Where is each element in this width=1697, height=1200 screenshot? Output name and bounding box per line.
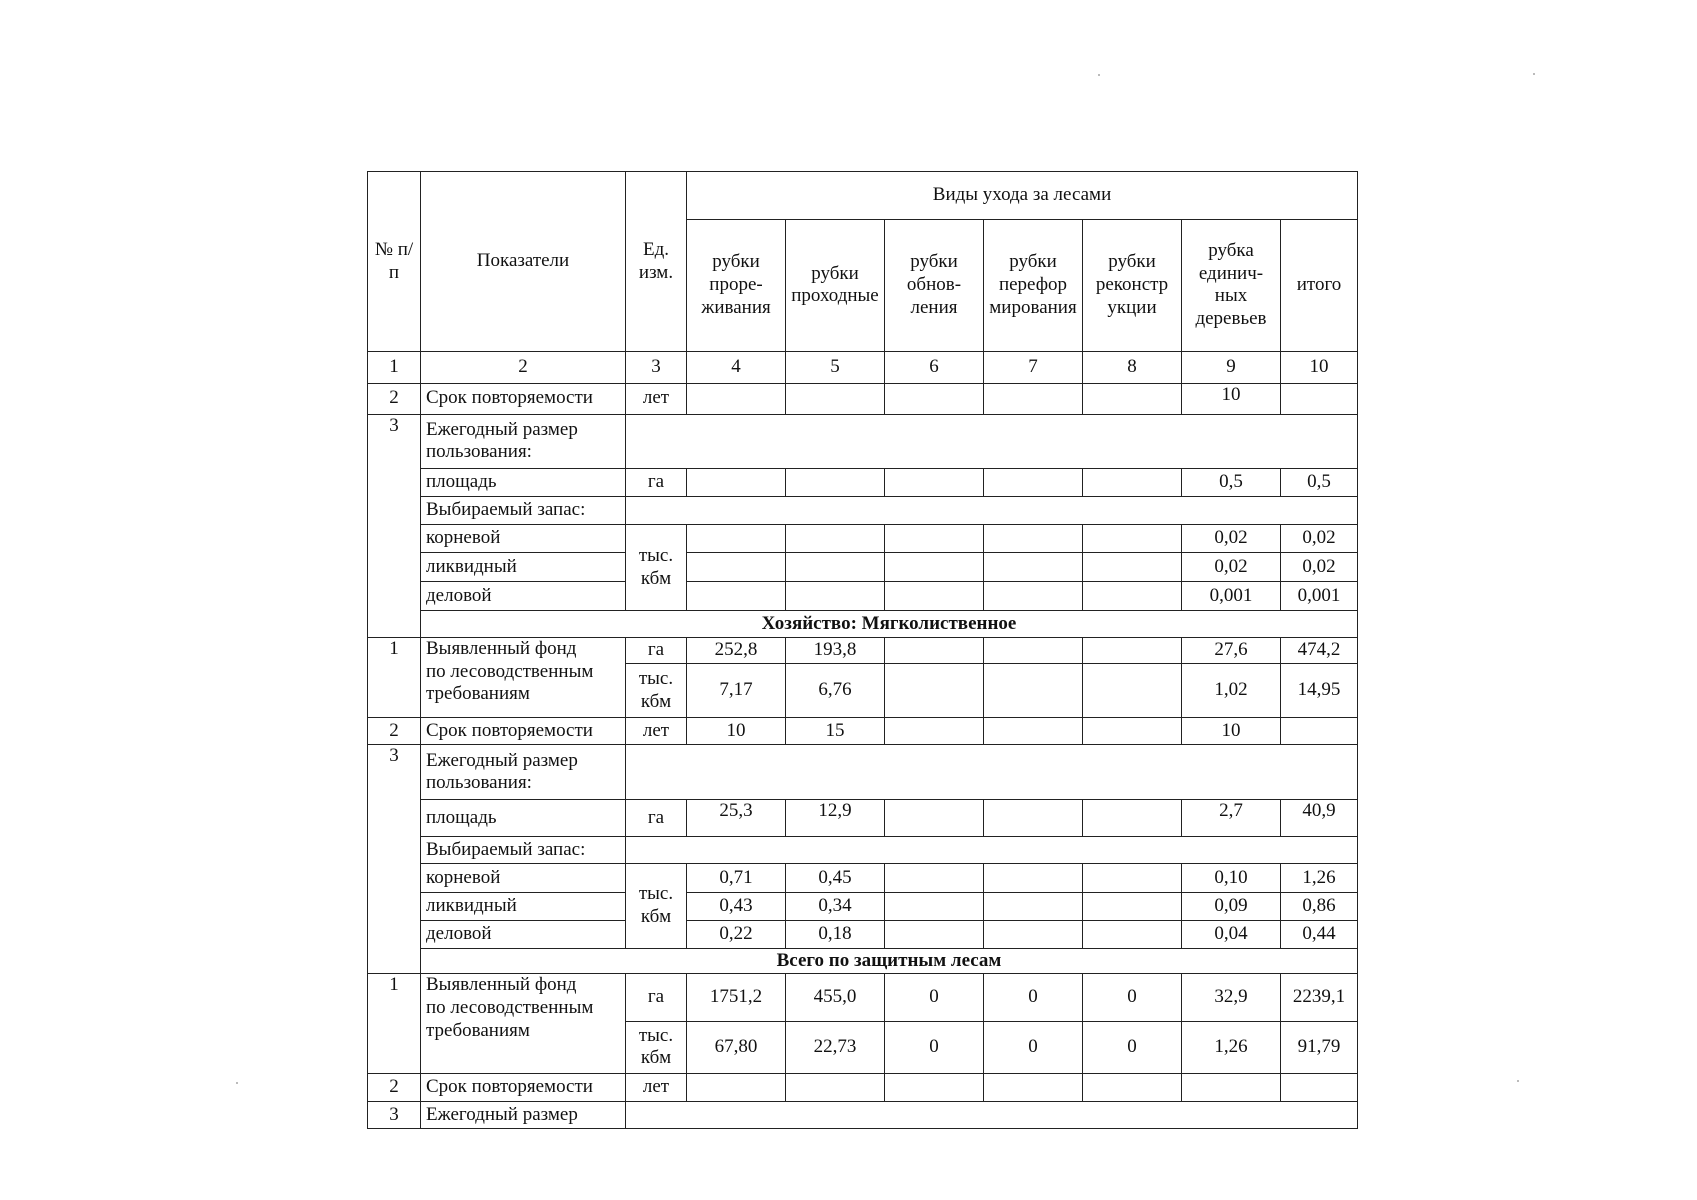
table-row (368, 383, 1358, 415)
value-cell (885, 718, 984, 745)
value-cell (984, 637, 1083, 663)
section-header-row (368, 948, 1358, 973)
header-indicator: Показатели (421, 172, 626, 352)
header-col-8: рубки реконстр укции (1083, 219, 1182, 351)
indicator-label: корневой (421, 524, 626, 552)
table-row (368, 581, 1358, 610)
table-row (368, 864, 1358, 892)
indicator-label: Срок повторяемости (421, 383, 626, 415)
header-num: № п/п (368, 172, 421, 352)
value-cell: 474,2 (1281, 637, 1358, 663)
row-number: 2 (368, 1073, 421, 1101)
table-row (368, 718, 1358, 745)
value-cell (1083, 921, 1182, 948)
col-number: 1 (368, 352, 421, 384)
empty-span-cell (626, 497, 1358, 524)
value-cell: 252,8 (687, 637, 786, 663)
value-cell (984, 718, 1083, 745)
value-cell: 0,43 (687, 892, 786, 920)
value-cell (885, 892, 984, 920)
empty-span-cell (626, 415, 1358, 469)
col-number: 3 (626, 352, 687, 384)
value-cell (984, 383, 1083, 415)
value-cell (687, 524, 786, 552)
table-row (368, 974, 1358, 1022)
table-row (368, 1073, 1358, 1101)
table-row (368, 800, 1358, 837)
value-cell (1182, 1073, 1281, 1101)
value-cell (687, 1073, 786, 1101)
header-unit: Ед. изм. (626, 172, 687, 352)
value-cell (786, 524, 885, 552)
table-row (368, 415, 1358, 469)
header-col-5: рубки проходные (786, 219, 885, 351)
table-row (368, 892, 1358, 920)
scan-speck (1533, 73, 1535, 75)
row-number: 1 (368, 637, 421, 717)
row-number: 3 (368, 415, 421, 638)
value-cell (1083, 664, 1182, 718)
col-number: 10 (1281, 352, 1358, 384)
value-cell: 0,18 (786, 921, 885, 948)
value-cell (984, 524, 1083, 552)
table-row (368, 745, 1358, 800)
value-cell (885, 800, 984, 837)
value-cell: 7,17 (687, 664, 786, 718)
value-cell: 0,001 (1281, 581, 1358, 610)
value-cell: 12,9 (786, 800, 885, 837)
indicator-label: Выявленный фонд по лесоводственным требованиям (421, 637, 626, 717)
value-cell (1281, 383, 1358, 415)
value-cell (885, 864, 984, 892)
value-cell: 0,45 (786, 864, 885, 892)
value-cell: 1,02 (1182, 664, 1281, 718)
col-number: 9 (1182, 352, 1281, 384)
value-cell: 2,7 (1182, 800, 1281, 837)
value-cell (786, 553, 885, 581)
unit-cell: га (626, 468, 687, 496)
value-cell (786, 383, 885, 415)
col-number: 4 (687, 352, 786, 384)
value-cell: 14,95 (1281, 664, 1358, 718)
row-number: 2 (368, 383, 421, 415)
unit-cell: га (626, 637, 687, 663)
col-number: 7 (984, 352, 1083, 384)
value-cell: 10 (1182, 718, 1281, 745)
unit-cell: га (626, 974, 687, 1022)
value-cell (885, 581, 984, 610)
value-cell: 91,79 (1281, 1022, 1358, 1074)
table-row (368, 553, 1358, 581)
header-row-1 (368, 172, 1358, 220)
indicator-label: ликвидный (421, 553, 626, 581)
value-cell: 0,02 (1182, 524, 1281, 552)
value-cell: 6,76 (786, 664, 885, 718)
value-cell: 22,73 (786, 1022, 885, 1074)
table-row (368, 1102, 1358, 1129)
value-cell (1083, 892, 1182, 920)
indicator-label: ликвидный (421, 892, 626, 920)
unit-cell: га (626, 800, 687, 837)
value-cell (1083, 800, 1182, 837)
table-row (368, 637, 1358, 663)
scan-speck (236, 1082, 238, 1084)
value-cell (984, 800, 1083, 837)
value-cell: 0 (1083, 1022, 1182, 1074)
table-row (368, 921, 1358, 948)
header-col-10: итого (1281, 219, 1358, 351)
indicator-label: площадь (421, 468, 626, 496)
empty-span-cell (626, 837, 1358, 864)
value-cell: 0,09 (1182, 892, 1281, 920)
value-cell (1281, 1073, 1358, 1101)
row-number: 3 (368, 745, 421, 974)
unit-cell: тыс. кбм (626, 524, 687, 610)
value-cell: 0,34 (786, 892, 885, 920)
value-cell (1083, 637, 1182, 663)
value-cell: 455,0 (786, 974, 885, 1022)
indicator-label: Ежегодный размер пользования: (421, 745, 626, 800)
unit-cell: тыс. кбм (626, 1022, 687, 1074)
header-col-9: рубка единич-ных деревьев (1182, 219, 1281, 351)
value-cell (687, 553, 786, 581)
value-cell (885, 921, 984, 948)
value-cell: 1751,2 (687, 974, 786, 1022)
value-cell (885, 468, 984, 496)
scan-speck (1517, 1080, 1519, 1082)
value-cell: 0,02 (1281, 524, 1358, 552)
value-cell: 27,6 (1182, 637, 1281, 663)
value-cell (687, 468, 786, 496)
value-cell: 193,8 (786, 637, 885, 663)
value-cell (984, 581, 1083, 610)
value-cell (984, 664, 1083, 718)
value-cell: 32,9 (1182, 974, 1281, 1022)
unit-cell: лет (626, 718, 687, 745)
row-number: 2 (368, 718, 421, 745)
table-row (368, 524, 1358, 552)
table-row (368, 837, 1358, 864)
value-cell: 0 (885, 1022, 984, 1074)
value-cell: 15 (786, 718, 885, 745)
value-cell (1083, 468, 1182, 496)
unit-cell: тыс. кбм (626, 664, 687, 718)
indicator-label: Выбираемый запас: (421, 837, 626, 864)
value-cell: 67,80 (687, 1022, 786, 1074)
value-cell: 0 (984, 1022, 1083, 1074)
indicator-label: Срок повторяемости (421, 718, 626, 745)
value-cell: 0,22 (687, 921, 786, 948)
empty-span-cell (626, 745, 1358, 800)
value-cell (687, 383, 786, 415)
unit-cell: тыс. кбм (626, 864, 687, 948)
value-cell (786, 468, 885, 496)
indicator-label: Выявленный фонд по лесоводственным требованиям (421, 974, 626, 1074)
value-cell (984, 921, 1083, 948)
value-cell (984, 864, 1083, 892)
value-cell (1281, 718, 1358, 745)
value-cell: 0,001 (1182, 581, 1281, 610)
value-cell (1083, 524, 1182, 552)
section-title: Хозяйство: Мягколиственное (421, 611, 1358, 637)
col-number: 8 (1083, 352, 1182, 384)
value-cell: 0,10 (1182, 864, 1281, 892)
column-number-row (368, 352, 1358, 384)
section-title: Всего по защитным лесам (421, 948, 1358, 973)
value-cell: 0,44 (1281, 921, 1358, 948)
unit-cell: лет (626, 1073, 687, 1101)
indicator-label: корневой (421, 864, 626, 892)
indicator-label: площадь (421, 800, 626, 837)
value-cell (786, 1073, 885, 1101)
row-number: 1 (368, 974, 421, 1074)
value-cell: 40,9 (1281, 800, 1358, 837)
value-cell (687, 581, 786, 610)
value-cell: 1,26 (1182, 1022, 1281, 1074)
indicator-label: Ежегодный размер пользования: (421, 415, 626, 469)
value-cell (885, 1073, 984, 1101)
col-number: 6 (885, 352, 984, 384)
value-cell (885, 553, 984, 581)
indicator-label: деловой (421, 921, 626, 948)
scan-speck (1098, 74, 1100, 76)
value-cell: 1,26 (1281, 864, 1358, 892)
value-cell: 0 (885, 974, 984, 1022)
value-cell: 0 (1083, 974, 1182, 1022)
value-cell (984, 553, 1083, 581)
value-cell: 0,71 (687, 864, 786, 892)
indicator-label: Выбираемый запас: (421, 497, 626, 524)
header-care-types: Виды ухода за лесами (687, 172, 1358, 220)
value-cell: 10 (1182, 383, 1281, 415)
col-number: 5 (786, 352, 885, 384)
row-number: 3 (368, 1102, 421, 1129)
forest-care-table (367, 171, 1358, 1129)
value-cell (885, 664, 984, 718)
indicator-label: Срок повторяемости (421, 1073, 626, 1101)
value-cell: 10 (687, 718, 786, 745)
value-cell (885, 383, 984, 415)
value-cell: 0,86 (1281, 892, 1358, 920)
value-cell: 0,02 (1182, 553, 1281, 581)
value-cell (1083, 718, 1182, 745)
value-cell: 0,5 (1281, 468, 1358, 496)
value-cell (885, 524, 984, 552)
table-row (368, 497, 1358, 524)
value-cell (1083, 581, 1182, 610)
value-cell (1083, 553, 1182, 581)
value-cell: 2239,1 (1281, 974, 1358, 1022)
value-cell (786, 581, 885, 610)
header-col-7: рубки перефор мирования (984, 219, 1083, 351)
empty-span-cell (626, 1102, 1358, 1129)
value-cell: 25,3 (687, 800, 786, 837)
header-col-6: рубки обнов-ления (885, 219, 984, 351)
value-cell: 0,04 (1182, 921, 1281, 948)
value-cell (1083, 1073, 1182, 1101)
value-cell: 0,02 (1281, 553, 1358, 581)
value-cell (885, 637, 984, 663)
value-cell (1083, 864, 1182, 892)
value-cell (984, 468, 1083, 496)
value-cell: 0 (984, 974, 1083, 1022)
value-cell (984, 1073, 1083, 1101)
value-cell (1083, 383, 1182, 415)
table-row (368, 468, 1358, 496)
col-number: 2 (421, 352, 626, 384)
indicator-label: деловой (421, 581, 626, 610)
unit-cell: лет (626, 383, 687, 415)
value-cell: 0,5 (1182, 468, 1281, 496)
indicator-label: Ежегодный размер (421, 1102, 626, 1129)
section-header-row (368, 611, 1358, 637)
value-cell (984, 892, 1083, 920)
header-col-4: рубки проре-живания (687, 219, 786, 351)
